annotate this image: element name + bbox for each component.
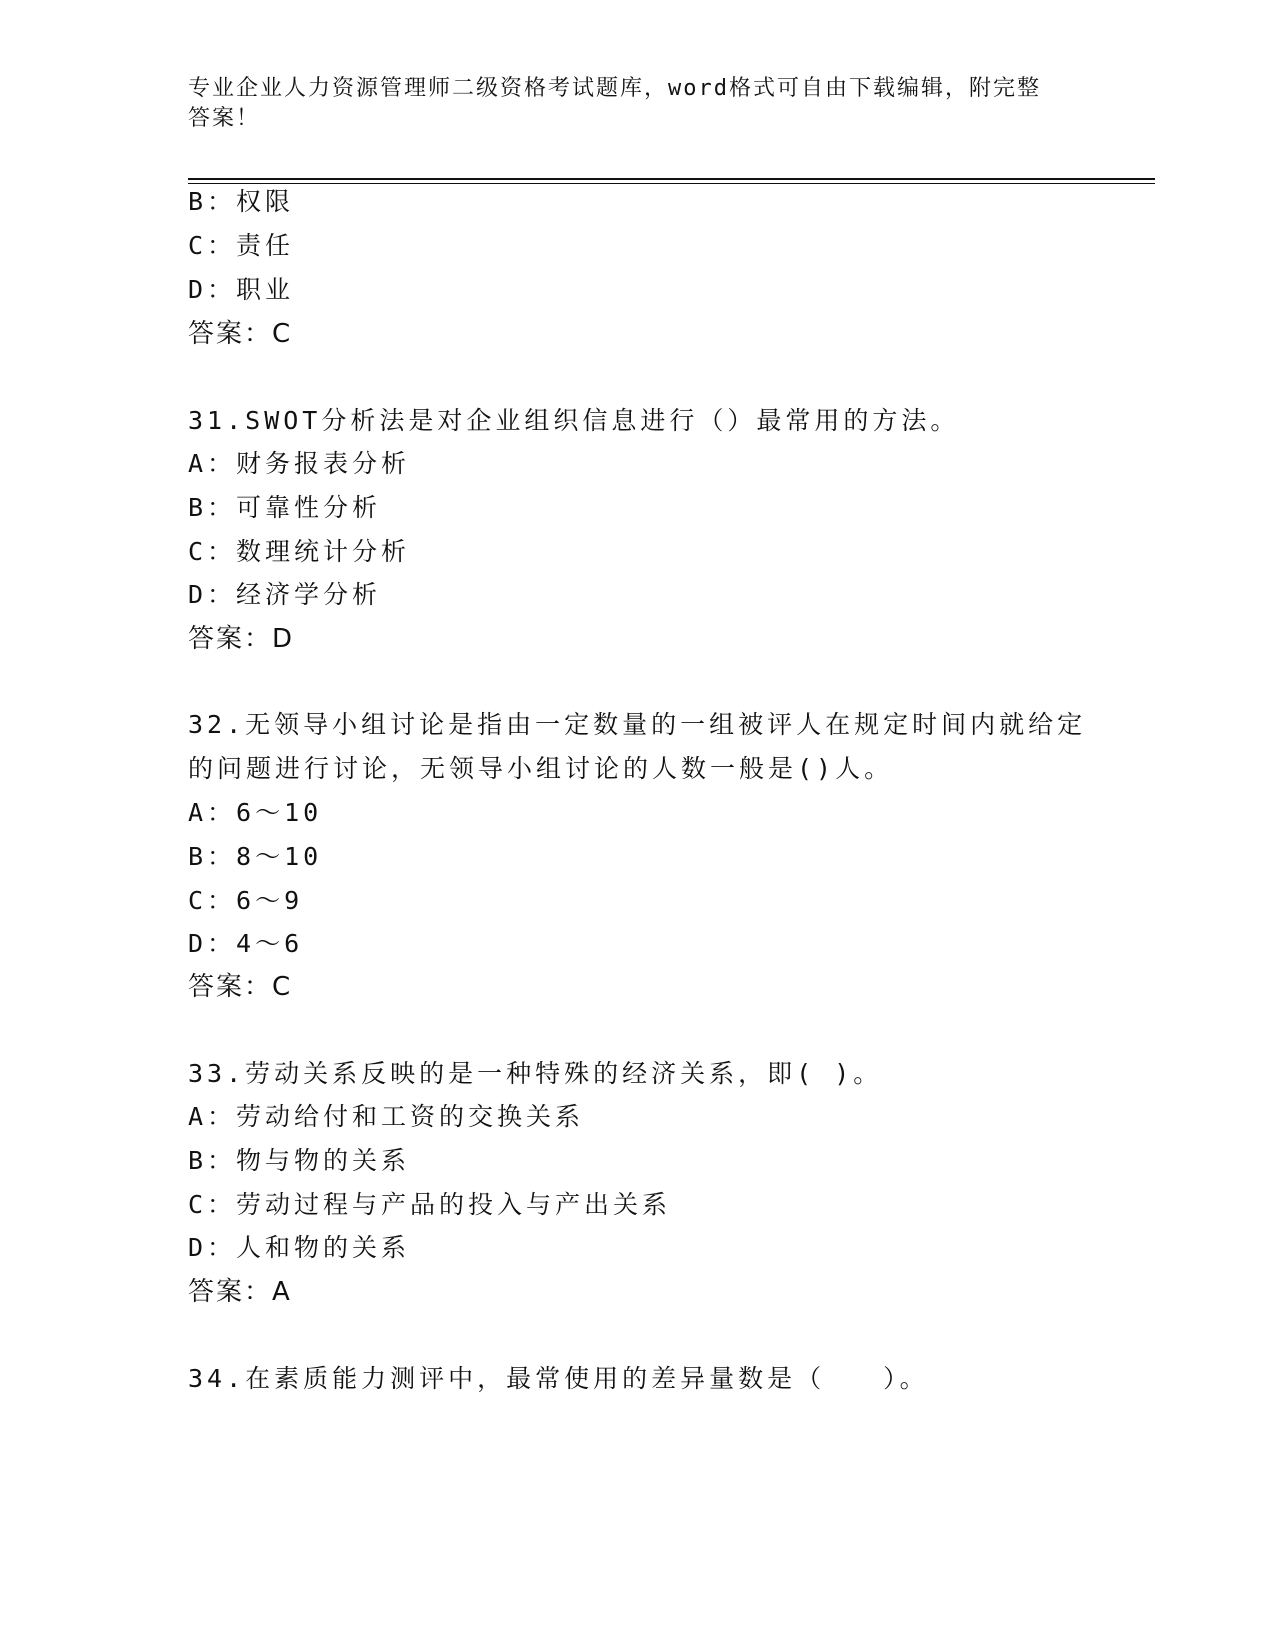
option-d: D：人和物的关系 (188, 1233, 411, 1262)
question-stem: 34.在素质能力测评中，最常使用的差异量数是（ ）。 (188, 1364, 929, 1393)
page-header (188, 74, 1088, 134)
answer: 答案：D (188, 624, 295, 654)
option-b: B：8～10 (188, 842, 323, 871)
header-text-line-2: 答案！ (188, 106, 261, 131)
header-divider-thick (188, 178, 1155, 180)
answer: 答案：C (188, 972, 293, 1002)
question-stem-line-1: 32.无领导小组讨论是指由一定数量的一组被评人在规定时间内就给定 (188, 710, 1087, 739)
header-divider-thin (188, 183, 1155, 184)
option-c: C：劳动过程与产品的投入与产出关系 (188, 1190, 672, 1219)
option-d: D：经济学分析 (188, 580, 382, 609)
option-c: C：6～9 (188, 886, 304, 915)
option-a: A：劳动给付和工资的交换关系 (188, 1102, 585, 1131)
option-a: A：财务报表分析 (188, 449, 411, 478)
option-d: D：4～6 (188, 929, 304, 958)
question-stem: 33.劳动关系反映的是一种特殊的经济关系，即( )。 (188, 1059, 883, 1088)
option-d: D：职业 (188, 275, 295, 304)
question-stem: 31.SWOT分析法是对企业组织信息进行（）最常用的方法。 (188, 406, 960, 435)
option-b: B：权限 (188, 187, 295, 216)
option-c: C：责任 (188, 231, 295, 260)
answer: 答案：A (188, 1277, 292, 1307)
option-c: C：数理统计分析 (188, 537, 411, 566)
option-b: B：可靠性分析 (188, 493, 382, 522)
option-a: A：6～10 (188, 798, 323, 827)
answer: 答案：C (188, 319, 293, 349)
header-text-line-1: 专业企业人力资源管理师二级资格考试题库，word格式可自由下载编辑，附完整 (188, 76, 1041, 101)
question-stem-line-2: 的问题进行讨论，无领导小组讨论的人数一般是()人。 (188, 754, 894, 783)
option-b: B：物与物的关系 (188, 1146, 411, 1175)
